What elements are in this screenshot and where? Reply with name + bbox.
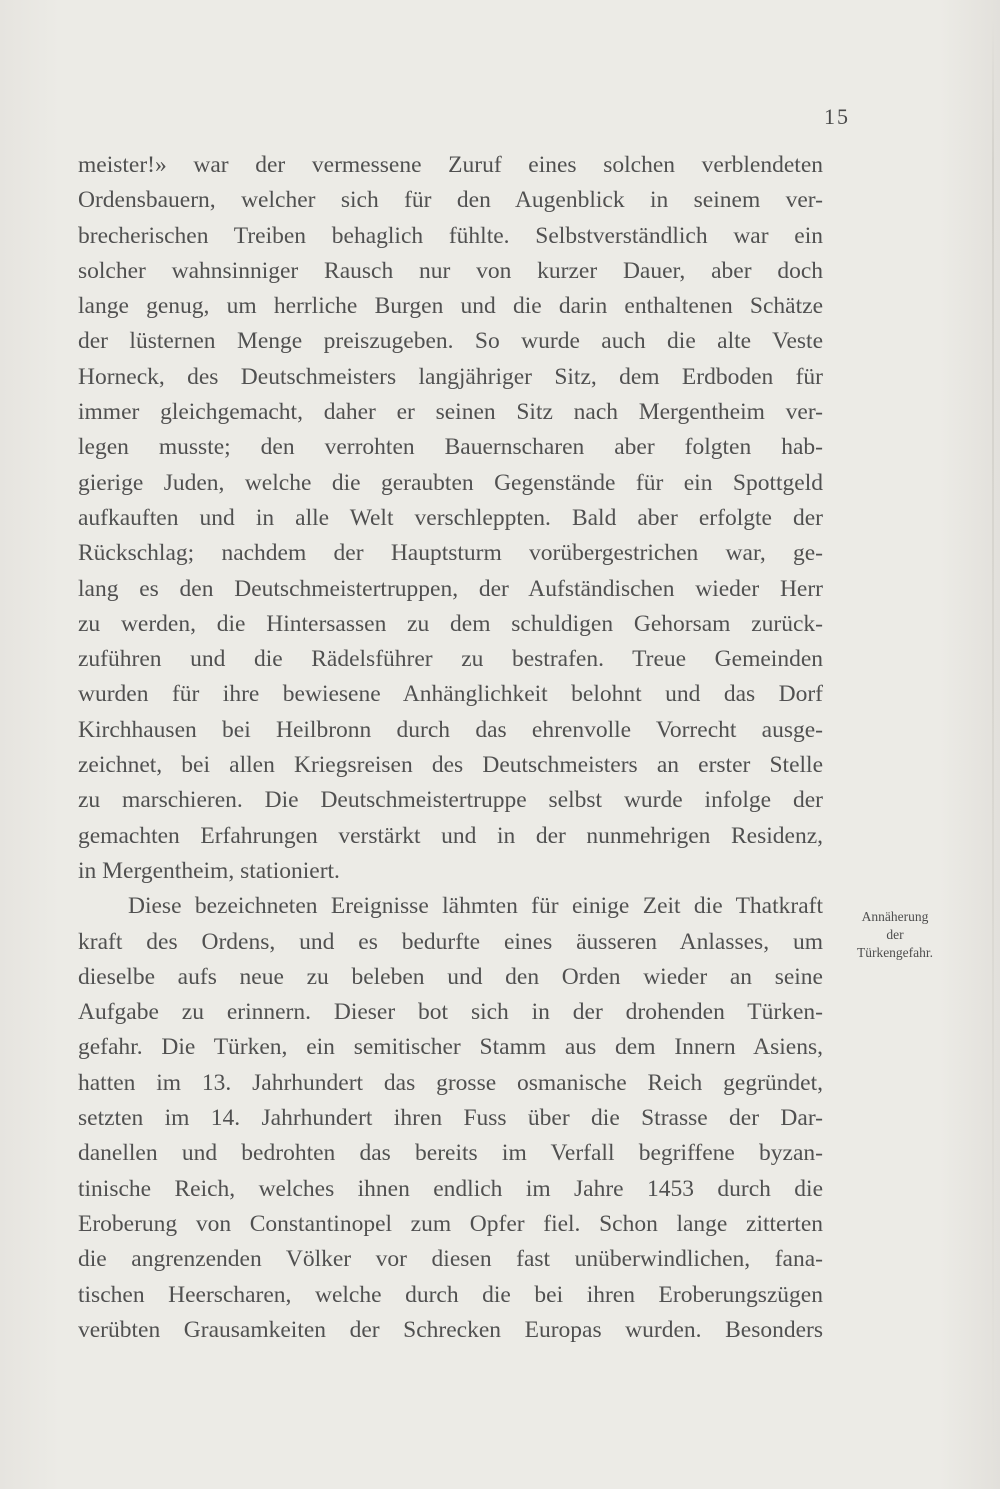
body-text	[78, 148, 823, 1348]
text-line: zu werden, die Hintersassen zu dem schuldigen Gehorsam zurück-	[78, 610, 823, 637]
page-edge-shadow	[992, 20, 994, 1460]
margin-note-line: der	[886, 927, 904, 942]
text-line: Kirchhausen bei Heilbronn durch das ehrenvolle Vorrecht ausge-	[78, 716, 823, 743]
text-line: Horneck, des Deutschmeisters langjähriger Sitz, dem Erdboden für	[78, 363, 823, 390]
margin-note-line: Annäherung	[861, 909, 929, 924]
text-line: zeichnet, bei allen Kriegsreisen des Deutschmeisters an erster Stelle	[78, 752, 823, 779]
text-line: danellen und bedrohten das bereits im Verfall begriffene byzan-	[78, 1140, 823, 1167]
text-line: immer gleichgemacht, daher er seinen Sitz nach Mergentheim ver-	[78, 399, 823, 426]
text-line: wurden für ihre bewiesene Anhänglichkeit belohnt und das Dorf	[78, 681, 823, 708]
text-line: meister!» war der vermessene Zuruf eines solchen verblendeten	[78, 152, 823, 178]
text-line: Aufgabe zu erinnern. Dieser bot sich in der drohenden Türken-	[78, 999, 823, 1026]
page-number: 15	[824, 104, 850, 129]
text-line: Eroberung von Constantinopel zum Opfer fiel. Schon lange zitterten	[78, 1210, 823, 1237]
text-line: lang es den Deutschmeistertruppen, der Aufständischen wieder Herr	[78, 575, 823, 602]
margin-note-line: Türkengefahr.	[856, 945, 934, 960]
text-line: die angrenzenden Völker vor diesen fast unüberwindlichen, fana-	[78, 1246, 823, 1273]
text-line: aufkauften und in alle Welt verschleppten. Bald aber erfolgte der	[78, 504, 823, 531]
text-line: solcher wahnsinniger Rausch nur von kurzer Dauer, aber doch	[78, 257, 823, 284]
text-line: zuführen und die Rädelsführer zu bestrafen. Treue Gemeinden	[78, 646, 823, 673]
text-line: lange genug, um herrliche Burgen und die darin enthaltenen Schätze	[78, 293, 823, 320]
text-line: gefahr. Die Türken, ein semitischer Stamm aus dem Innern Asiens,	[78, 1034, 823, 1061]
text-line: Ordensbauern, welcher sich für den Augenblick in seinem ver-	[78, 187, 823, 214]
text-line: tischen Heerscharen, welche durch die bei ihren Eroberungszügen	[78, 1281, 823, 1308]
text-line: gierige Juden, welche die geraubten Gegenstände für ein Spottgeld	[78, 469, 823, 496]
text-line: Rückschlag; nachdem der Hauptsturm vorübergestrichen war, ge-	[78, 540, 823, 567]
text-line: brecherischen Treiben behaglich fühlte. Selbstverständlich war ein	[78, 222, 823, 249]
text-line-paragraph-end: in Mergentheim, stationiert.	[78, 857, 340, 884]
text-line: verübten Grausamkeiten der Schrecken Europas wurden. Besonders	[78, 1316, 823, 1343]
text-line: der lüsternen Menge preiszugeben. So wurde auch die alte Veste	[78, 328, 823, 355]
text-line: hatten im 13. Jahrhundert das grosse osmanische Reich gegründet,	[78, 1069, 823, 1096]
text-line: dieselbe aufs neue zu beleben und den Orden wieder an seine	[78, 963, 823, 990]
text-line: setzten im 14. Jahrhundert ihren Fuss über die Strasse der Dar-	[78, 1105, 823, 1132]
text-line: tinische Reich, welches ihnen endlich im Jahre 1453 durch die	[78, 1175, 823, 1202]
text-line: kraft des Ordens, und es bedurfte eines äusseren Anlasses, um	[78, 928, 823, 955]
text-line: zu marschieren. Die Deutschmeistertruppe selbst wurde infolge der	[78, 787, 823, 814]
text-line: gemachten Erfahrungen verstärkt und in der nunmehrigen Residenz,	[78, 822, 823, 849]
margin-note	[830, 908, 960, 962]
text-line-paragraph-start: Diese bezeichneten Ereignisse lähmten für einige Zeit die Thatkraft	[128, 893, 823, 920]
text-line: legen musste; den verrohten Bauernscharen aber folgten hab-	[78, 434, 823, 461]
